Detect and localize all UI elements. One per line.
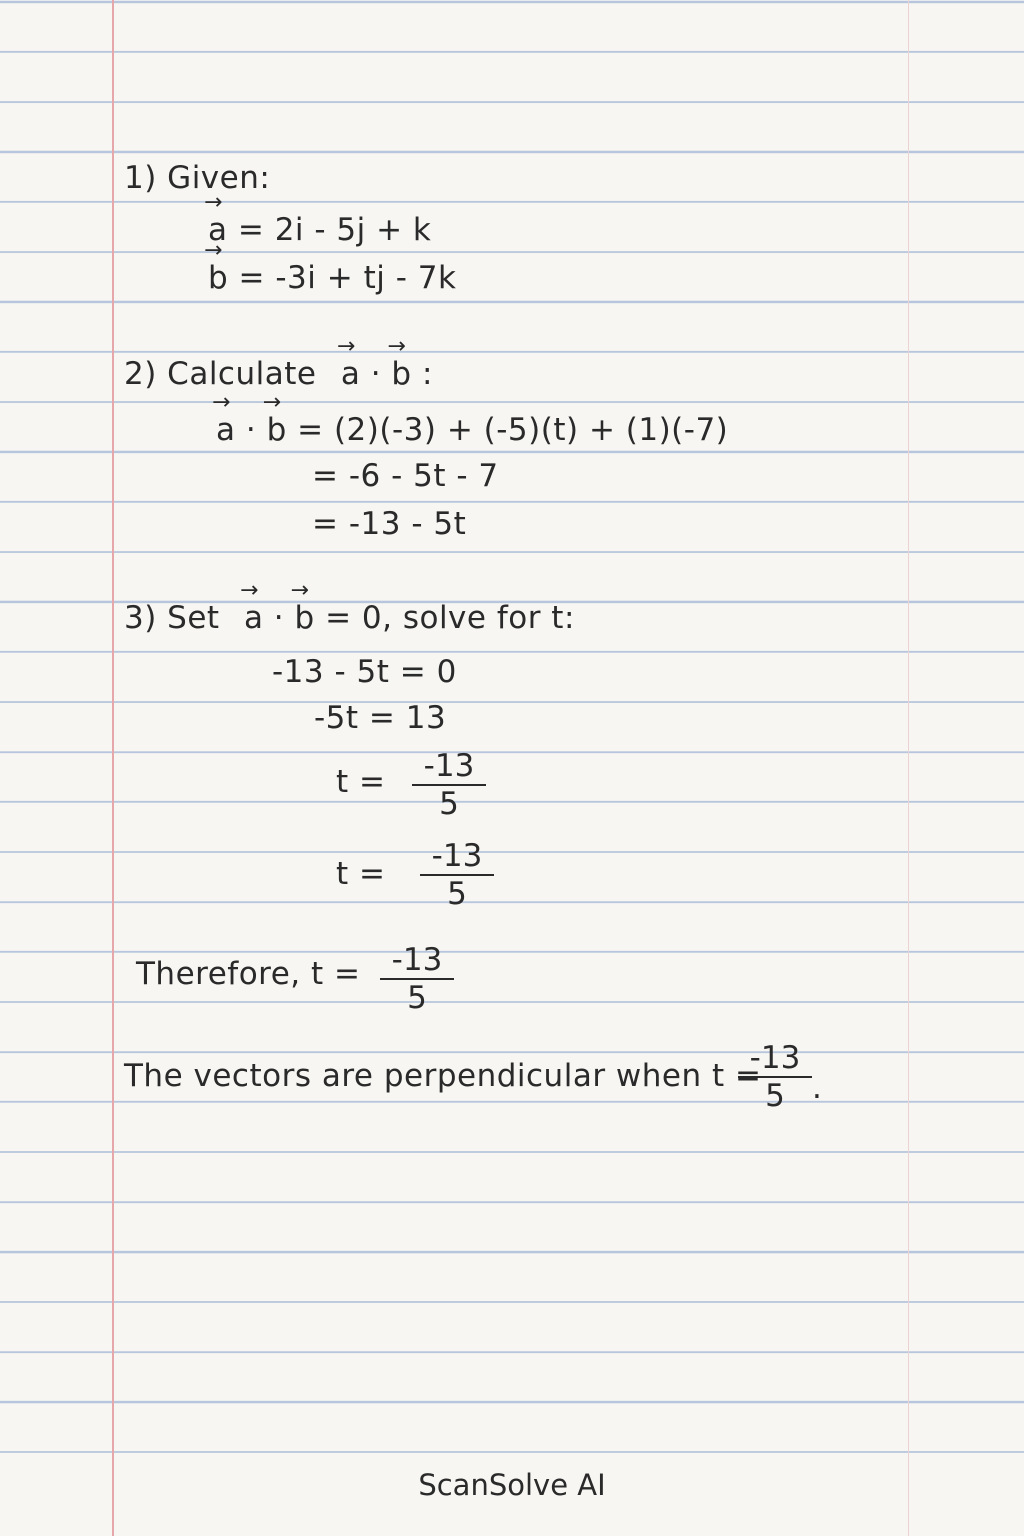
step3-title-prefix: 3) Set — [124, 600, 220, 636]
line1-vec-a: → a — [216, 412, 236, 448]
therefore-statement: Therefore, t = — [136, 956, 361, 992]
vector-a-symbol: → a — [208, 212, 228, 248]
step2-title — [124, 356, 433, 392]
final-period: . — [812, 1070, 823, 1106]
final-denominator: 5 — [765, 1078, 785, 1114]
equation-3-fraction — [412, 748, 486, 822]
equation-3-denominator: 5 — [439, 786, 459, 822]
step2-vec-b: → b — [391, 356, 411, 392]
step2-title-prefix: 2) Calculate — [124, 356, 317, 392]
equation-4-fraction — [420, 838, 494, 912]
dot-product-expansion — [216, 412, 728, 448]
step3-dot: · — [273, 600, 285, 636]
equation-3-lhs: t = — [336, 764, 386, 800]
equation-4-denominator: 5 — [447, 876, 467, 912]
final-numerator: -13 — [738, 1040, 812, 1078]
line1-vec-b: → b — [267, 412, 287, 448]
step3-title — [124, 600, 575, 636]
vector-b-definition — [208, 260, 456, 296]
equation-4-lhs: t = — [336, 856, 386, 892]
margin-line — [112, 0, 114, 1536]
final-statement: The vectors are perpendicular when t = — [124, 1058, 762, 1094]
dot-product-line3: = -13 - 5t — [312, 506, 467, 542]
vector-b-components: = -3i + tj - 7k — [238, 260, 457, 296]
step2-vec-a: → a — [341, 356, 361, 392]
line1-rhs: = (2)(-3) + (-5)(t) + (1)(-7) — [297, 412, 729, 448]
therefore-numerator: -13 — [380, 942, 454, 980]
final-fraction — [738, 1040, 812, 1114]
step2-colon: : — [421, 356, 433, 392]
vector-b-symbol: → b — [208, 260, 228, 296]
step3-title-suffix: = 0, solve for t: — [325, 600, 575, 636]
therefore-denominator: 5 — [407, 980, 427, 1016]
line1-dot: · — [245, 412, 257, 448]
therefore-fraction — [380, 942, 454, 1016]
step3-vec-a: → a — [244, 600, 264, 636]
vector-a-components: = 2i - 5j + k — [237, 212, 432, 248]
step2-dot: · — [370, 356, 382, 392]
equation-1: -13 - 5t = 0 — [272, 654, 457, 690]
dot-product-line2: = -6 - 5t - 7 — [312, 458, 499, 494]
step1-title: 1) Given: — [124, 160, 271, 196]
vector-a-definition — [208, 212, 431, 248]
equation-2: -5t = 13 — [314, 700, 447, 736]
equation-3-numerator: -13 — [412, 748, 486, 786]
brand-footer: ScanSolve AI — [418, 1468, 606, 1502]
step3-vec-b: → b — [295, 600, 315, 636]
equation-4-numerator: -13 — [420, 838, 494, 876]
right-margin-line — [908, 0, 909, 1536]
